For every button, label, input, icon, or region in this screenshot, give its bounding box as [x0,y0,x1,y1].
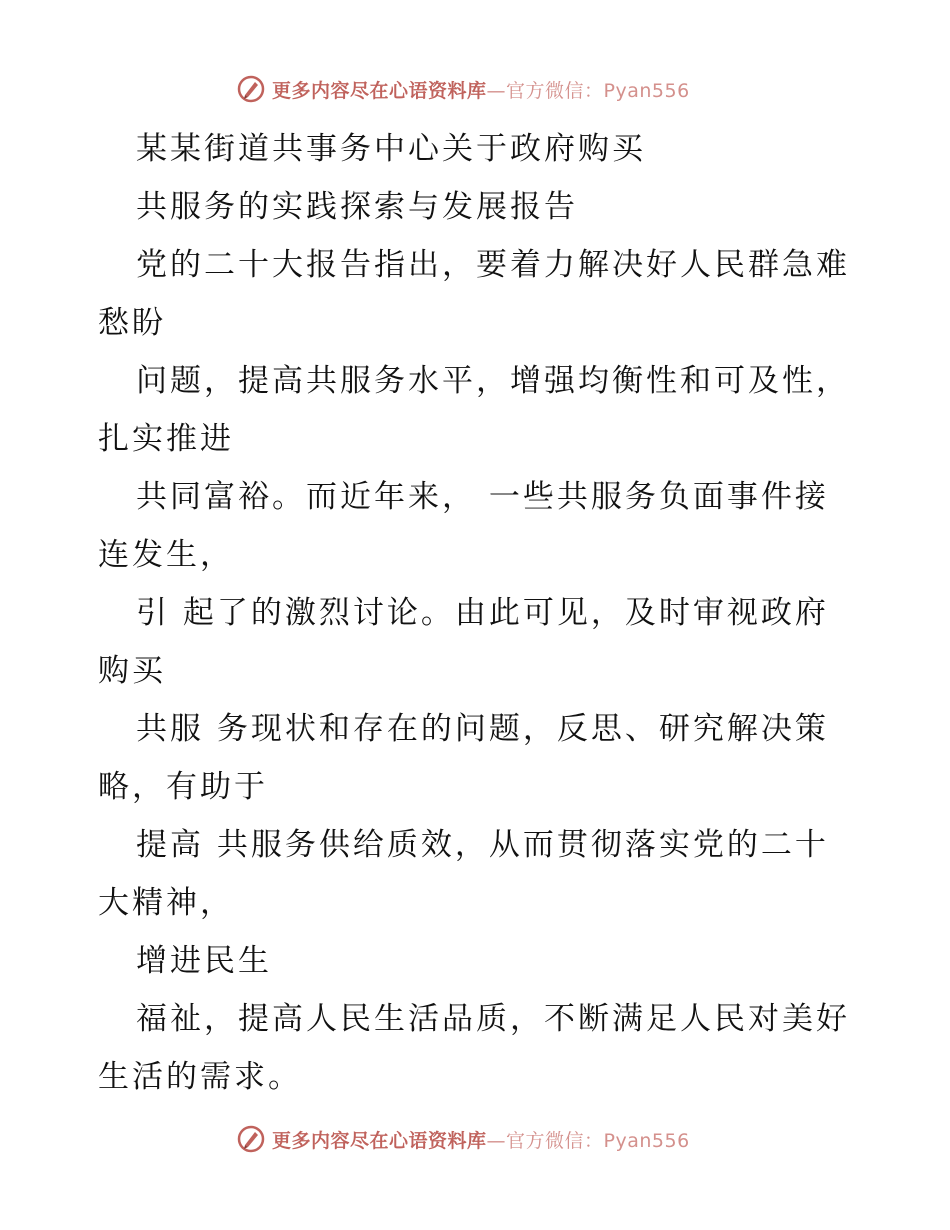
watermark-contact: 官方微信：Pyan556 [506,1129,690,1152]
watermark-brand: 更多内容尽在心语资料库 [272,1129,487,1152]
document-line: 连发生， [98,537,234,573]
document-line: 增进民生 [136,943,272,979]
document-line: 提高 共服务供给质效，从而贯彻落实党的二十 [136,827,829,863]
document-line: 共服务的实践探索与发展报告 [136,189,578,225]
header-watermark-text [272,76,690,103]
document-line: 生活的需求。 [98,1059,302,1095]
document-line: 福祉，提高人民生活品质，不断满足人民对美好 [136,1001,850,1037]
document-line: 购买 [98,653,166,689]
document-line: 共服 务现状和存在的问题，反思、研究解决策 [136,711,829,747]
document-line: 党的二十大报告指出，要着力解决好人民群急难 [136,247,850,283]
document-line: 略，有助于 [98,769,268,805]
watermark-brand: 更多内容尽在心语资料库 [272,79,487,102]
document-line: 愁盼 [98,305,166,341]
document-body [98,120,858,1106]
document-line: 某某街道共事务中心关于政府购买 [136,131,646,167]
footer-watermark-text [272,1126,690,1153]
document-line: 共同富裕。而近年来， 一些共服务负面事件接 [136,479,829,515]
document-line: 扎实推进 [98,421,234,457]
watermark-contact: 官方微信：Pyan556 [506,79,690,102]
footer-watermark [236,1122,690,1156]
document-line: 引 起了的激烈讨论。由此可见，及时审视政府 [136,595,829,631]
pen-logo-icon [236,1124,266,1154]
watermark-separator: — [486,1129,507,1152]
document-line: 大精神， [98,885,234,921]
watermark-separator: — [486,79,507,102]
document-line: 问题，提高共服务水平，增强均衡性和可及性， [136,363,850,399]
pen-logo-icon [236,74,266,104]
header-watermark [236,72,690,106]
